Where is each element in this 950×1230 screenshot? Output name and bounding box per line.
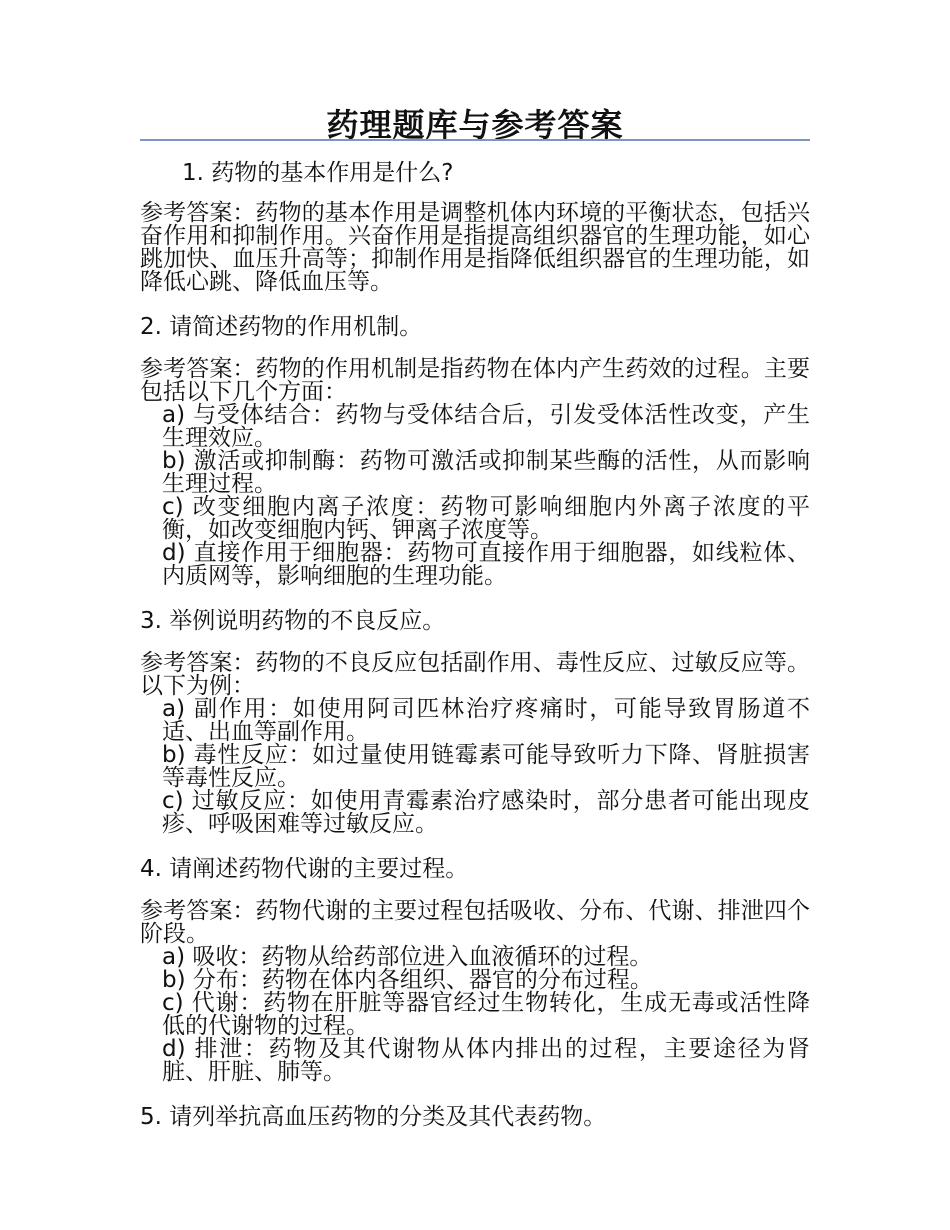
answer-2-item-a: a) 与受体结合：药物与受体结合后，引发受体活性改变，产生生理效应。	[162, 402, 810, 451]
answer-4-item-b: b) 分布：药物在体内各组织、器官的分布过程。	[162, 967, 653, 993]
answer-2-item-c: c) 改变细胞内离子浓度：药物可影响细胞内外离子浓度的平衡，如改变细胞内钙、钾离子浓度等。	[162, 494, 810, 543]
answer-3-item-c: c) 过敏反应：如使用青霉素治疗感染时，部分患者可能出现皮疹、呼吸困难等过敏反应。	[162, 788, 810, 837]
answer-1-text: 参考答案：药物的基本作用是调整机体内环境的平衡状态，包括兴奋作用和抑制作用。兴奋作用是指提高组织器官的生理功能，如心跳加快、血压升高等；抑制作用是指降低组织器官的生理功能，如降低心跳、降低血压等。	[140, 200, 810, 295]
answer-3-item-b: b) 毒性反应：如过量使用链霉素可能导致听力下降、肾脏损害等毒性反应。	[162, 742, 810, 791]
answer-3-item-a: a) 副作用：如使用阿司匹林治疗疼痛时，可能导致胃肠道不适、出血等副作用。	[162, 696, 810, 745]
answer-2-text: 参考答案：药物的作用机制是指药物在体内产生药效的过程。主要包括以下几个方面：	[140, 356, 810, 405]
question-3: 3. 举例说明药物的不良反应。	[140, 608, 446, 634]
answer-3	[140, 652, 810, 836]
answer-4-item-a: a) 吸收：药物从给药部位进入血液循环的过程。	[162, 944, 653, 970]
answer-3-text: 参考答案：药物的不良反应包括副作用、毒性反应、过敏反应等。以下为例：	[140, 650, 810, 699]
question-1: 1. 药物的基本作用是什么?	[182, 160, 454, 186]
question-5: 5. 请列举抗高血压药物的分类及其代表药物。	[140, 1104, 607, 1130]
answer-4-item-d: d) 排泄：药物及其代谢物从体内排出的过程，主要途径为肾脏、肝脏、肺等。	[162, 1036, 810, 1085]
answer-4-text: 参考答案：药物代谢的主要过程包括吸收、分布、代谢、排泄四个阶段。	[140, 898, 810, 947]
answer-1	[140, 202, 810, 294]
title-underline	[140, 139, 810, 141]
document-body	[140, 158, 810, 1148]
answer-4-item-c: c) 代谢：药物在肝脏等器官经过生物转化，生成无毒或活性降低的代谢物的过程。	[162, 990, 810, 1039]
question-4: 4. 请阐述药物代谢的主要过程。	[140, 856, 469, 882]
document-title: 药理题库与参考答案	[326, 106, 624, 144]
answer-2-item-d: d) 直接作用于细胞器：药物可直接作用于细胞器，如线粒体、内质网等，影响细胞的生理功能。	[162, 540, 810, 589]
question-2: 2. 请简述药物的作用机制。	[140, 314, 423, 340]
answer-2	[140, 358, 810, 588]
answer-2-item-b: b) 激活或抑制酶：药物可激活或抑制某些酶的活性，从而影响生理过程。	[162, 448, 810, 497]
answer-4	[140, 900, 810, 1084]
